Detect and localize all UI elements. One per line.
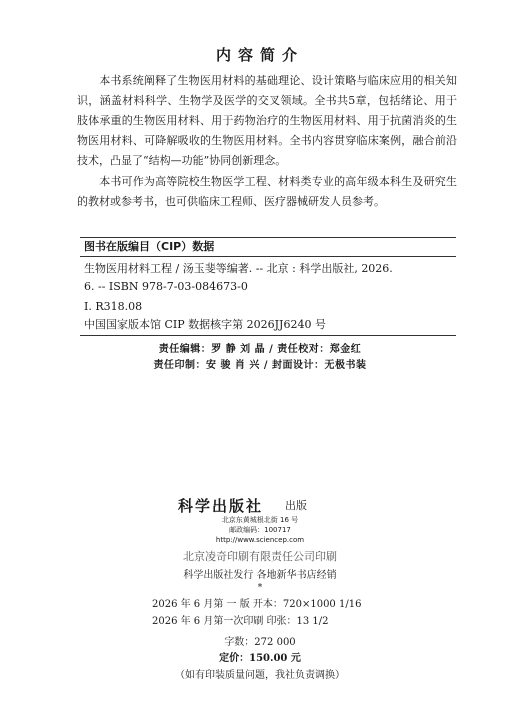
word-count: 字数：272 000 xyxy=(224,637,296,648)
printer-line: 北京凌奇印刷有限责任公司印刷 xyxy=(183,550,337,563)
cip-heading: 图书在版编目（CIP）数据 xyxy=(84,240,215,253)
cip-top-rule xyxy=(80,237,456,238)
publisher-address: 北京东黄城根北街 16 号 xyxy=(221,516,299,524)
quality-note: （如有印装质量问题，我社负责调换） xyxy=(175,670,345,681)
publisher-postcode: 邮政编码：100717 xyxy=(229,526,291,534)
intro-paragraph-1 xyxy=(77,71,457,171)
cip-line-1: 生物医用材料工程 / 汤玉斐等编著. -- 北京 : 科学出版社, 2026. xyxy=(84,262,393,275)
cip-heading-rule xyxy=(80,256,456,257)
cip-line-2: 6. -- ISBN 978-7-03-084673-0 xyxy=(84,280,248,293)
intro-paragraph-2-text: 本书可作为高等院校生物医学工程、材料类专业的高年级本科生及研究生的教材或参考书，也可供临床工程师、医疗器械研发人员参考。 xyxy=(77,175,457,208)
distribution-line: 科学出版社发行 各地新华书店经销 xyxy=(183,570,337,581)
printing-line: 2026 年 6 月第一次印刷 印张：13 1/2 xyxy=(152,616,329,627)
cip-line-3: Ⅰ. R318.08 xyxy=(84,300,143,313)
intro-paragraph-2 xyxy=(77,172,457,212)
page-title: 内容简介 xyxy=(215,46,304,64)
cip-bottom-rule xyxy=(80,335,456,336)
editors-line-1: 责任编辑：罗 静 刘 晶 / 责任校对：郑金红 xyxy=(158,344,362,355)
intro-paragraph-1-text: 本书系统阐释了生物医用材料的基础理论、设计策略与临床应用的相关知识，涵盖材料科学、生物学及医学的交叉领域。全书共5章，包括绪论、用于肢体承重的生物医用材料、用于药物治疗的生物医用材料、用于抗菌消炎的生物医用材料、可降解吸收的生物医用材料。全书内容贯穿临床案例，融合前沿技术，凸显了“结构—功能”协同创新理念。 xyxy=(77,74,457,167)
separator-star: * xyxy=(257,583,263,593)
publisher-suffix: 出版 xyxy=(285,499,307,512)
edition-line: 2026 年 6 月第 一 版 开本：720×1000 1/16 xyxy=(152,599,362,610)
publisher-url: http://www.sciencep.com xyxy=(215,536,305,544)
editors-line-2: 责任印制：安 骏 肖 兴 / 封面设计：无极书装 xyxy=(153,360,367,371)
publisher-logo: 科学出版社 xyxy=(178,497,264,515)
price: 定价：150.00 元 xyxy=(219,653,301,664)
cip-line-4: 中国国家版本馆 CIP 数据核字第 2026JJ6240 号 xyxy=(84,318,326,331)
